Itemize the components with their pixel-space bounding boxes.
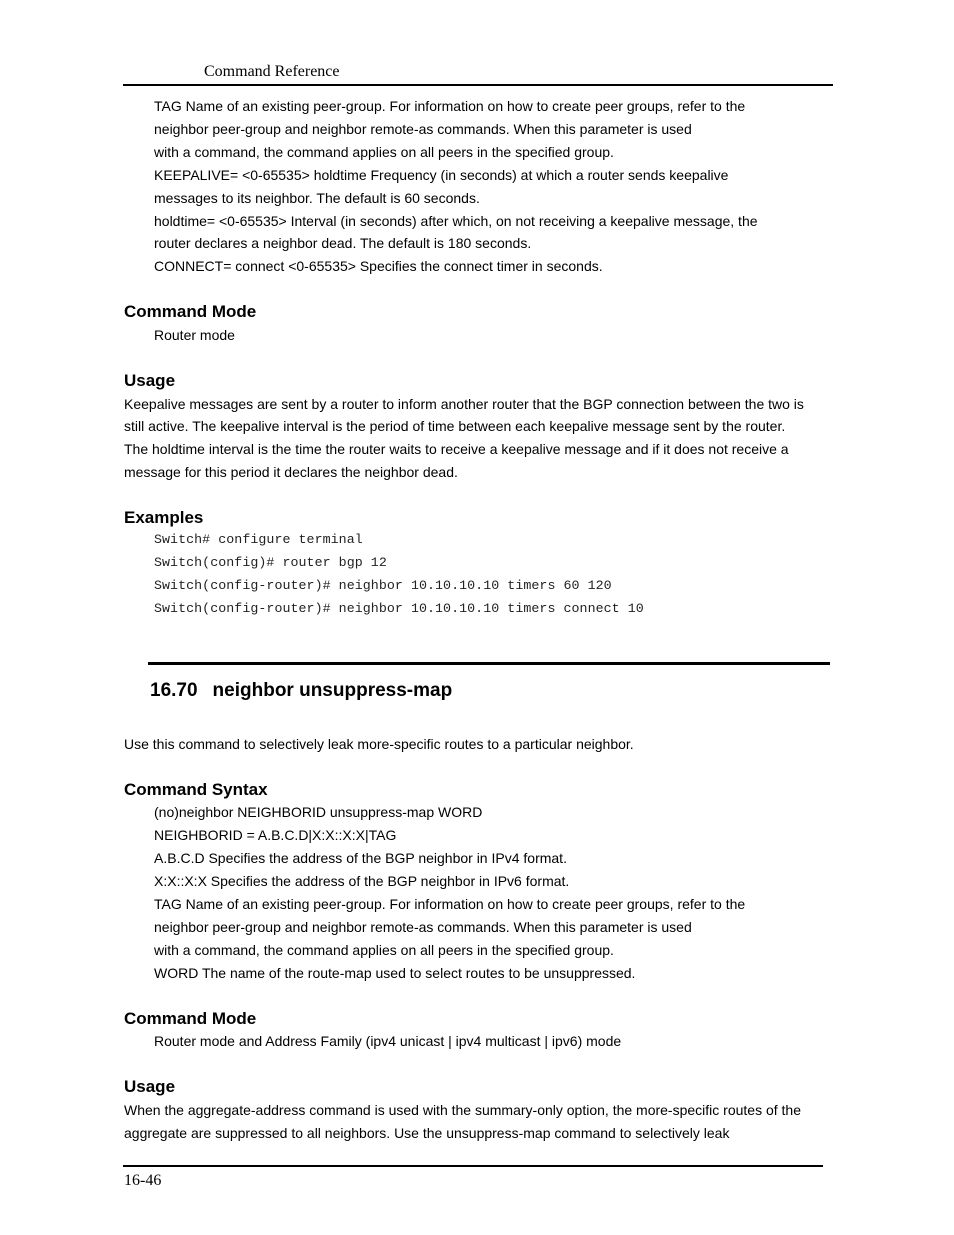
usage-line: When the aggregate-address command is used with the summary-only option, the more-specific routes of the (124, 1102, 801, 1118)
command-mode-heading: Command Mode (124, 302, 257, 321)
usage-heading: Usage (124, 371, 176, 390)
syntax-line: NEIGHBORID = A.B.C.D|X:X::X:X|TAG (154, 827, 397, 843)
code-line: Switch# configure terminal (154, 532, 363, 547)
code-line: Switch(config-router)# neighbor 10.10.10.10 timers 60 120 (154, 578, 612, 593)
param-line: messages to its neighbor. The default is 60 seconds. (154, 190, 480, 206)
syntax-line: WORD The name of the route-map used to select routes to be unsuppressed. (154, 965, 636, 981)
syntax-line: (no)neighbor NEIGHBORID unsuppress-map WORD (154, 804, 483, 820)
usage-heading: Usage (124, 1077, 176, 1096)
command-mode-heading: Command Mode (124, 1009, 257, 1028)
command-syntax-heading: Command Syntax (124, 780, 268, 799)
code-line: Switch(config)# router bgp 12 (154, 555, 387, 570)
section-rule (148, 662, 830, 665)
param-line: router declares a neighbor dead. The default is 180 seconds. (154, 235, 532, 251)
section-number: 16.70 (150, 680, 198, 701)
usage-line: still active. The keepalive interval is the period of time between each keepalive message sent by the router. (124, 418, 786, 434)
param-line: CONNECT= connect <0-65535> Specifies the connect timer in seconds. (154, 258, 603, 274)
syntax-line: X:X::X:X Specifies the address of the BGP neighbor in IPv6 format. (154, 873, 570, 889)
running-header: Command Reference (204, 63, 340, 80)
param-line: TAG Name of an existing peer-group. For information on how to create peer groups, refer to the (154, 98, 746, 114)
footer-rule (123, 1165, 823, 1167)
param-line: holdtime= <0-65535> Interval (in seconds) after which, on not receiving a keepalive message, the (154, 213, 758, 229)
section-intro: Use this command to selectively leak more-specific routes to a particular neighbor. (124, 736, 634, 752)
section-title (150, 679, 452, 703)
param-line: KEEPALIVE= <0-65535> holdtime Frequency (in seconds) at which a router sends keepalive (154, 167, 729, 183)
param-line: with a command, the command applies on all peers in the specified group. (154, 144, 614, 160)
usage-line: The holdtime interval is the time the router waits to receive a keepalive message and if it does not receive a (124, 441, 789, 457)
page-number: 16-46 (124, 1172, 162, 1189)
header-rule (123, 84, 833, 86)
param-line: neighbor peer-group and neighbor remote-as commands. When this parameter is used (154, 121, 692, 137)
usage-line: aggregate are suppressed to all neighbors. Use the unsuppress-map command to selectively leak (124, 1125, 730, 1141)
usage-line: message for this period it declares the neighbor dead. (124, 464, 458, 480)
command-mode-text: Router mode (154, 327, 235, 343)
section-title-text: neighbor unsuppress-map (212, 680, 453, 701)
command-mode-text: Router mode and Address Family (ipv4 unicast | ipv4 multicast | ipv6) mode (154, 1033, 622, 1049)
code-line: Switch(config-router)# neighbor 10.10.10.10 timers connect 10 (154, 601, 644, 616)
examples-heading: Examples (124, 508, 204, 527)
syntax-line: with a command, the command applies on all peers in the specified group. (154, 942, 614, 958)
syntax-line: A.B.C.D Specifies the address of the BGP neighbor in IPv4 format. (154, 850, 567, 866)
usage-line: Keepalive messages are sent by a router to inform another router that the BGP connection between the two is (124, 396, 804, 412)
syntax-line: TAG Name of an existing peer-group. For information on how to create peer groups, refer to the (154, 896, 746, 912)
syntax-line: neighbor peer-group and neighbor remote-as commands. When this parameter is used (154, 919, 692, 935)
